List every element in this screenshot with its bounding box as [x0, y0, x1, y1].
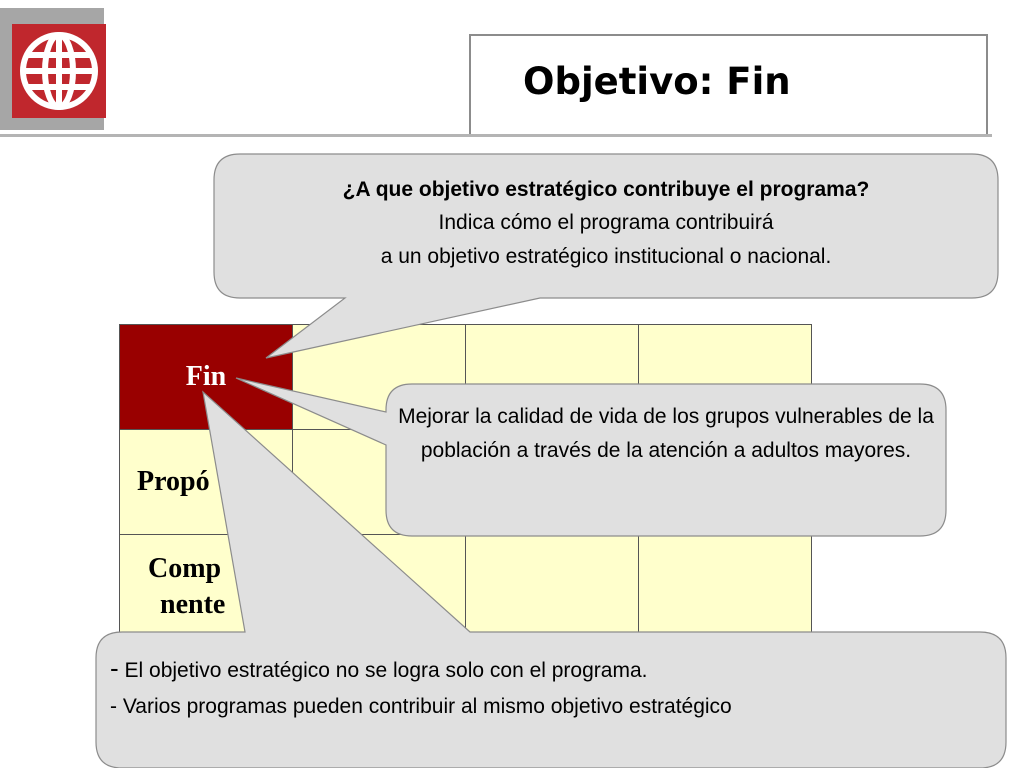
callout-notes-text [110, 650, 1000, 725]
matrix-row-label: nente [160, 589, 226, 620]
note-line: - El objetivo estratégico no se logra solo con el programa. [110, 653, 648, 683]
callout-question-line: Indica cómo el programa contribuirá [438, 211, 774, 234]
callout-question-line: a un objetivo estratégico institucional o nacional. [380, 245, 832, 268]
matrix-row-label: Fin [185, 361, 227, 392]
slide-title: Objetivo: Fin [523, 60, 791, 103]
callout-question: ¿A que objetivo estratégico contribuye el programa? [342, 178, 870, 201]
matrix-row-label: Comp [148, 553, 222, 584]
callout-example-text: Mejorar la calidad de vida de los grupos vulnerables de la población a través de la atención a adultos mayores. [398, 405, 934, 462]
note-line: - Varios programas pueden contribuir al mismo objetivo estratégico [110, 695, 732, 718]
matrix-row-label: Propó [137, 466, 210, 497]
callout-question-text [215, 176, 997, 276]
